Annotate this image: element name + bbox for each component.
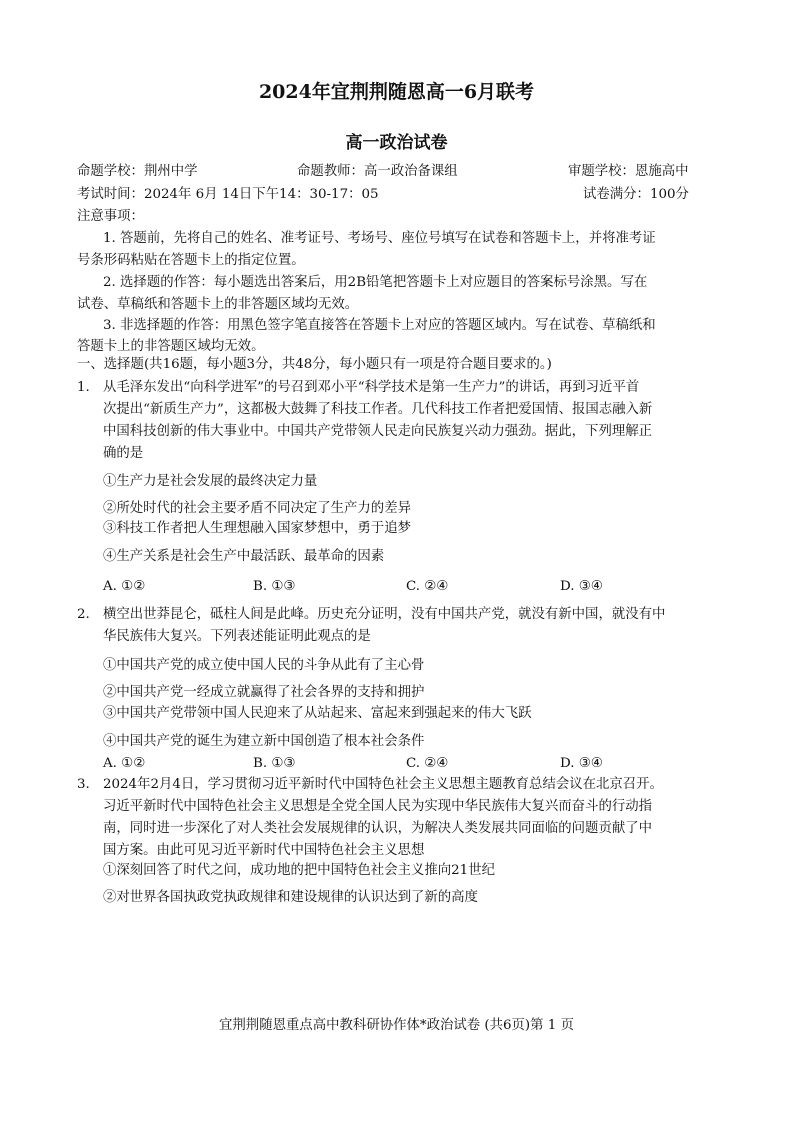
exam-subtitle: 高一政治试卷 (345, 133, 448, 153)
page-footer: 宜荆荆随恩重点高中教科研协作体*政治试卷 (共6页)第 1 页 (219, 1018, 574, 1033)
question-3-line-3: 南，同时进一步深化了对人类社会发展规律的认识，为解决人类发展共同面临的问题贡献了中 (103, 821, 653, 836)
question-1-line-4: 确的是 (103, 446, 144, 461)
question-2-statement-1: ①中国共产党的成立使中国人民的斗争从此有了主心骨 (103, 658, 425, 673)
question-2-number: 2. (77, 607, 90, 622)
question-3-line-1: 2024年2月4日，学习贯彻习近平新时代中国特色社会主义思想主题教育总结会议在北京召开。 (103, 777, 663, 792)
question-1-option-b: B. ①③ (253, 579, 296, 594)
meta-reviewer: 审题学校：恩施高中 (568, 164, 689, 179)
question-1-option-d: D. ③④ (560, 579, 603, 594)
question-3-statement-1: ①深刻回答了时代之问，成功地的把中国特色社会主义推向21世纪 (103, 863, 495, 878)
question-1-statement-3: ③科技工作者把人生理想融入国家梦想中，勇于追梦 (103, 521, 411, 536)
question-2-statement-4: ④中国共产党的诞生为建立新中国创造了根本社会条件 (103, 734, 425, 749)
question-2-option-b: B. ①③ (253, 756, 296, 771)
question-2-statement-3: ③中国共产党带领中国人民迎来了从站起来、富起来到强起来的伟大飞跃 (103, 706, 532, 721)
question-2-option-c: C. ②④ (406, 756, 449, 771)
question-1-statement-1: ①生产力是社会发展的最终决定力量 (103, 474, 318, 489)
question-1-statement-4: ④生产关系是社会生产中最活跃、最革命的因素 (103, 549, 385, 564)
question-3-number: 3. (77, 777, 90, 792)
notice-item-1-line-2: 号条形码粘贴在答题卡上的指定位置。 (77, 253, 305, 268)
question-1-line-2: 次提出“新质生产力”，这都极大鼓舞了科技工作者。几代科技工作者把爱国情、报国志融入新 (103, 402, 653, 417)
notice-item-2-line-1: 2. 选择题的作答：每小题选出答案后，用2B铅笔把答题卡上对应题目的答案标号涂黑。写在 (103, 275, 648, 290)
question-1-number: 1. (77, 380, 90, 395)
question-1-statement-2: ②所处时代的社会主要矛盾不同决定了生产力的差异 (103, 501, 411, 516)
question-1-line-1: 从毛泽东发出“向科学进军”的号召到邓小平“科学技术是第一生产力”的讲话，再到习近平首 (103, 380, 640, 395)
notice-item-3-line-1: 3. 非选择题的作答：用黑色签字笔直接答在答题卡上对应的答题区域内。写在试卷、草稿纸和 (103, 318, 656, 333)
meta-time: 考试时间：2024年 6月 14日下午14：30-17：05 (77, 187, 379, 202)
notice-item-3-line-2: 答题卡上的非答题区域均无效。 (77, 339, 265, 354)
section-heading: 一、选择题(共16题，每小题3分，共48分，每小题只有一项是符合题目要求的。) (77, 357, 552, 372)
question-3-line-2: 习近平新时代中国特色社会主义思想是全党全国人民为实现中华民族伟大复兴而奋斗的行动指 (103, 799, 653, 814)
exam-title: 2024年宜荆荆随恩高一6月联考 (258, 81, 535, 103)
question-1-option-c: C. ②④ (406, 579, 449, 594)
meta-score: 试卷满分：100分 (583, 187, 689, 202)
question-2-option-a: A. ①② (103, 756, 146, 771)
notice-item-1-line-1: 1. 答题前，先将自己的姓名、准考证号、考场号、座位号填写在试卷和答题卡上，并将准考证 (103, 231, 656, 246)
notice-item-2-line-2: 试卷、草稿纸和答题卡上的非答题区域均无效。 (77, 297, 359, 312)
question-2-line-2: 华民族伟大复兴。下列表述能证明此观点的是 (103, 629, 371, 644)
meta-school: 命题学校：荆州中学 (77, 164, 198, 179)
question-1-option-a: A. ①② (103, 579, 146, 594)
question-3-line-4: 国方案。由此可见习近平新时代中国特色社会主义思想 (103, 843, 425, 858)
question-2-statement-2: ②中国共产党一经成立就赢得了社会各界的支持和拥护 (103, 685, 425, 700)
question-1-line-3: 中国科技创新的伟大事业中。中国共产党带领人民走向民族复兴动力强劲。据此，下列理解正 (103, 424, 653, 439)
meta-teacher: 命题教师：高一政治备课组 (297, 164, 458, 179)
question-3-statement-2: ②对世界各国执政党执政规律和建设规律的认识达到了新的高度 (103, 890, 478, 905)
notice-heading: 注意事项： (77, 209, 144, 224)
question-2-option-d: D. ③④ (560, 756, 603, 771)
question-2-line-1: 横空出世莽昆仑，砥柱人间是此峰。历史充分证明，没有中国共产党，就没有新中国，就没有中 (103, 607, 666, 622)
